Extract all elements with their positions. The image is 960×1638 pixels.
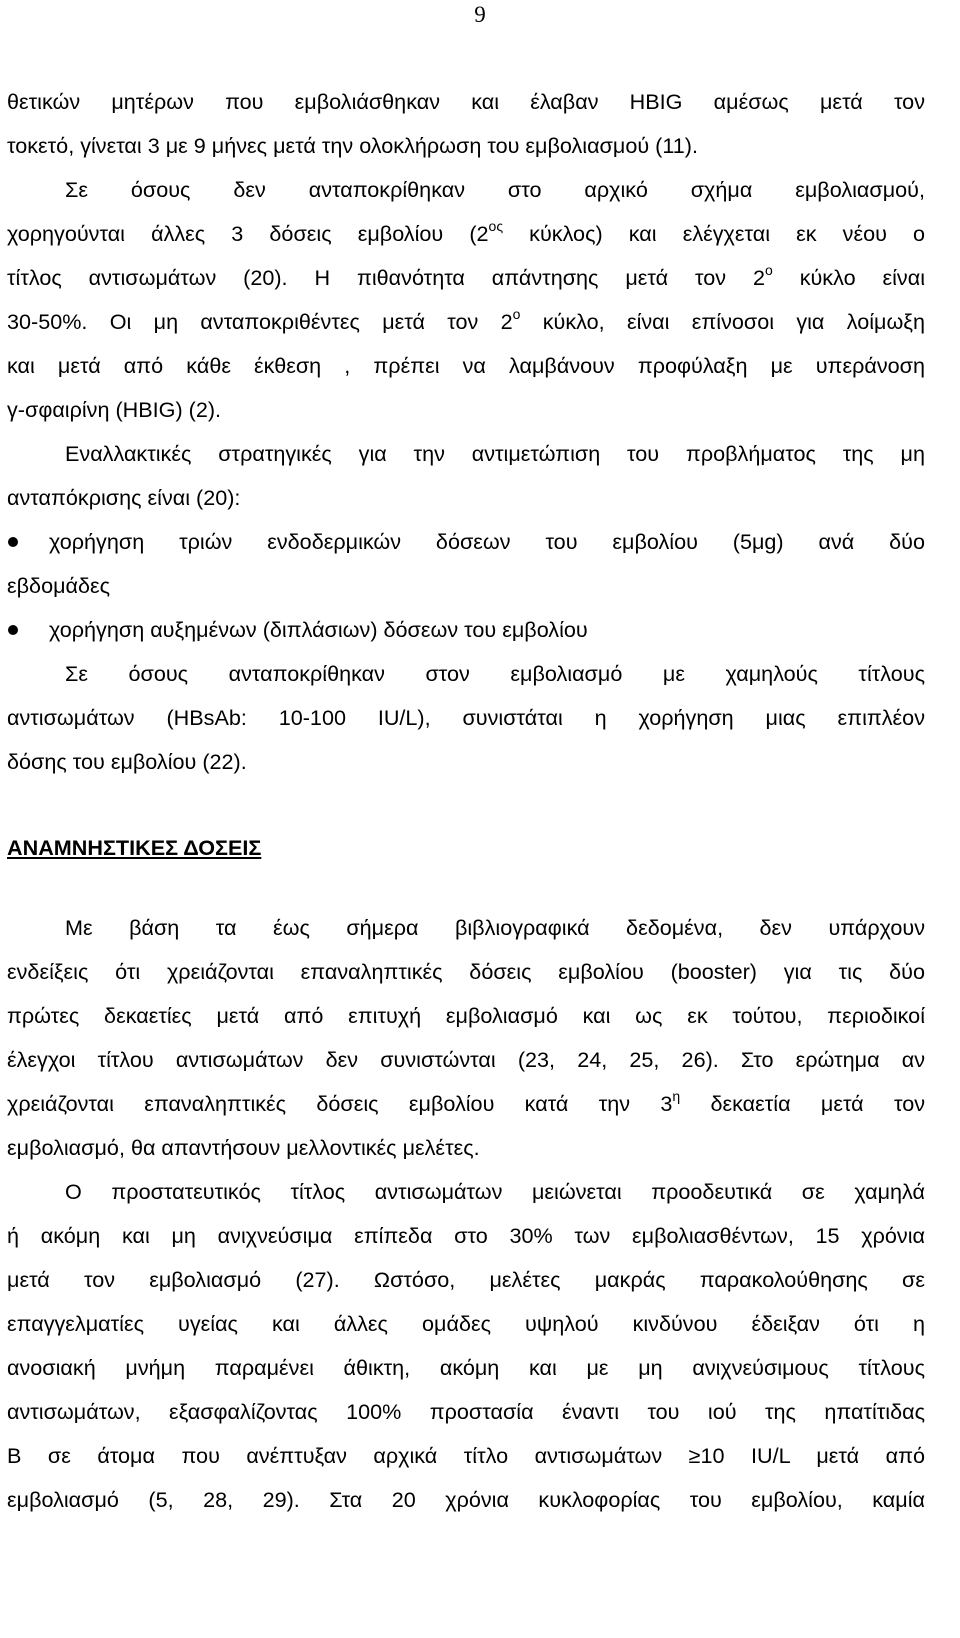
paragraph-alternative-strategies: [7, 432, 925, 520]
paragraph-low-titers: [7, 652, 925, 784]
text-line: Ο προστατευτικός τίτλος αντισωμάτων μειώνεται προοδευτικά σε χαμηλά: [65, 1179, 925, 1204]
text-line: επαγγελματίες υγείας και άλλες ομάδες υψηλού κινδύνου έδειξαν ότι η: [7, 1311, 925, 1336]
text-line: τοκετό, γίνεται 3 με 9 μήνες μετά την ολοκλήρωση του εμβολιασμού (11).: [7, 133, 698, 158]
text-line: Β σε άτομα που ανέπτυξαν αρχικά τίτλο αντισωμάτων ≥10 IU/L μετά από: [7, 1443, 925, 1468]
document-body: [7, 80, 925, 1522]
text-line: 30-50%. Οι μη ανταποκριθέντες μετά τον $2^o$ κύκλο, είναι επίνοσοι για λοίμωξη: [7, 306, 925, 334]
text-line: τίτλος αντισωμάτων (20). Η πιθανότητα απάντησης μετά τον $2^o$ κύκλο είναι: [7, 262, 925, 290]
text-line: ανοσιακή μνήμη παραμένει άθικτη, ακόμη και με μη ανιχνεύσιμους τίτλους: [7, 1355, 925, 1380]
page-number: 9: [474, 2, 486, 27]
text-line: μετά τον εμβολιασμό (27). Ωστόσο, μελέτες μακράς παρακολούθησης σε: [7, 1267, 925, 1292]
text-line: Σε όσους ανταποκρίθηκαν στον εμβολιασμό με χαμηλούς τίτλους: [65, 661, 925, 686]
text-line: χρειάζονται επαναληπτικές δόσεις εμβολίου κατά την $3^\eta$ δεκαετία μετά τον: [7, 1088, 926, 1116]
text-line: χορήγηση τριών ενδοδερμικών δόσεων του εμβολίου (5μg) ανά δύο: [7, 520, 925, 564]
superscript: ο: [512, 306, 521, 322]
paragraph-non-responders: [7, 168, 925, 432]
text-line: θετικών μητέρων που εμβολιάσθηκαν και έλαβαν HBIG αμέσως μετά τον: [7, 89, 925, 114]
spacer: [7, 784, 925, 826]
list-item: [7, 608, 925, 652]
text-line: και μετά από κάθε έκθεση , πρέπει να λαμβάνουν προφύλαξη με υπεράνοση: [7, 353, 925, 378]
text-line: δόσης του εμβολίου (22).: [7, 749, 247, 774]
text-line: εμβολιασμό, θα απαντήσουν μελλοντικές μελέτες.: [7, 1135, 480, 1160]
text-line: πρώτες δεκαετίες μετά από επιτυχή εμβολιασμό και ως εκ τούτου, περιοδικοί: [7, 1003, 925, 1028]
text-line: ενδείξεις ότι χρειάζονται επαναληπτικές δόσεις εμβολίου (booster) για τις δύο: [7, 959, 925, 984]
spacer: [7, 870, 925, 906]
text-line: Σε όσους δεν ανταποκρίθηκαν στο αρχικό σχήμα εμβολιασμού,: [65, 177, 925, 202]
superscript: η: [672, 1088, 681, 1104]
text-line: Με βάση τα έως σήμερα βιβλιογραφικά δεδομένα, δεν υπάρχουν: [65, 915, 925, 940]
text-line: ή ακόμη και μη ανιχνεύσιμα επίπεδα στο 30% των εμβολιασθέντων, 15 χρόνια: [7, 1223, 925, 1248]
text-line: ανταπόκρισης είναι (20):: [7, 485, 241, 510]
text-line: έλεγχοι τίτλου αντισωμάτων δεν συνιστώνται (23, 24, 25, 26). Στο ερώτημα αν: [7, 1047, 925, 1072]
text-line: χορηγούνται άλλες 3 δόσεις εμβολίου ($2^{o\varsigma}$ κύκλος) και ελέγχεται εκ νέου ο: [7, 218, 926, 246]
text-line: εμβολιασμό (5, 28, 29). Στα 20 χρόνια κυκλοφορίας του εμβολίου, καμία: [7, 1487, 925, 1512]
paragraph-continuation: [7, 80, 925, 168]
bullet-list: [7, 520, 925, 652]
text-line: χορήγηση αυξημένων (διπλάσιων) δόσεων του εμβολίου: [7, 608, 925, 652]
bullet-icon: [8, 625, 18, 635]
superscript: ος: [488, 218, 504, 234]
text-line: αντισωμάτων (HBsAb: 10-100 IU/L), συνιστάται η χορήγηση μιας επιπλέον: [7, 705, 925, 730]
list-item: [7, 520, 925, 608]
bullet-icon: [8, 537, 18, 547]
text-line: εβδομάδες: [7, 573, 111, 598]
text-line: αντισωμάτων, εξασφαλίζοντας 100% προστασία έναντι του ιού της ηπατίτιδας: [7, 1399, 925, 1424]
paragraph-immune-memory: [7, 1170, 925, 1522]
paragraph-booster-evidence: [7, 906, 925, 1170]
section-heading: ΑΝΑΜΝΗΣΤΙΚΕΣ ΔΟΣΕΙΣ: [7, 835, 262, 860]
text-line: γ-σφαιρίνη (HBIG) (2).: [7, 397, 222, 422]
superscript: ο: [765, 262, 773, 278]
text-line: Εναλλακτικές στρατηγικές για την αντιμετώπιση του προβλήματος της μη: [65, 441, 925, 466]
